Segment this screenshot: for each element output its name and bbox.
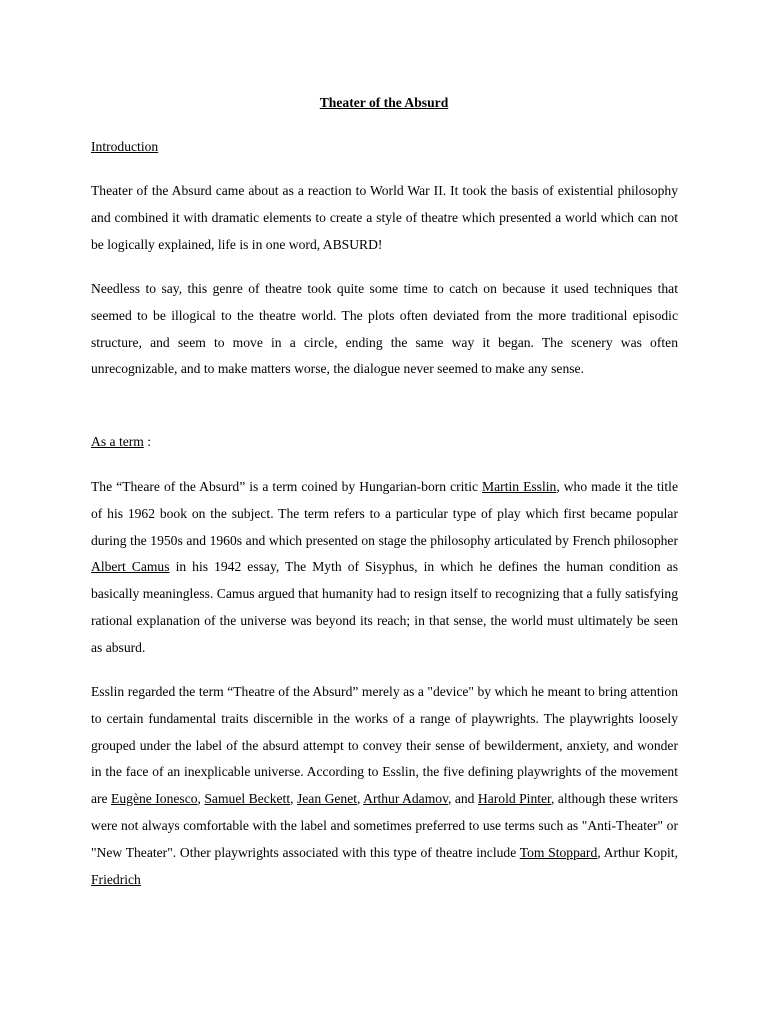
paragraph-text: The “Theare of the Absurd” is a term coined by Hungarian-born critic (91, 479, 483, 494)
as-a-term-heading-suffix: : (143, 434, 152, 449)
introduction-heading-text: Introduction (91, 139, 159, 154)
separator: , (290, 791, 297, 807)
link-harold-pinter[interactable]: Harold Pinter (477, 791, 552, 807)
link-samuel-beckett[interactable]: Samuel Beckett (204, 791, 291, 807)
link-eugene-ionesco[interactable]: Eugène Ionesco (111, 791, 198, 807)
link-friedrich[interactable]: Friedrich (91, 871, 141, 887)
section-heading-as-a-term (91, 432, 151, 452)
link-arthur-adamov[interactable]: Arthur Adamov (363, 791, 448, 807)
paragraph-text: , who made it the title of his 1962 book on the subject. The term refers to a particular type of play which first became popular during the 1950s and 1960s and which presented on stage the philosophy articulated by French philosopher (91, 479, 678, 548)
separator: , and (448, 791, 478, 807)
as-a-term-heading-text: As a term (91, 434, 144, 449)
link-tom-stoppard[interactable]: Tom Stoppard (519, 844, 598, 860)
link-jean-genet[interactable]: Jean Genet (296, 791, 358, 807)
separator: , (197, 791, 205, 807)
separator: , (357, 791, 364, 807)
document-title: Theater of the Absurd (319, 95, 449, 110)
paragraph-intro: Theater of the Absurd came about as a reaction to World War II. It took the basis of existential philosophy and combined it with dramatic elements to create a style of theatre which presented a world which can not be logically explained, life is in one word, ABSURD! (91, 183, 678, 252)
paragraph-text: , although these writers were not always comfortable with the label and sometimes preferred to use terms such as "Anti-Theater" or "New Theater". Other playwrights associated with this type of theatre include (91, 791, 679, 860)
link-albert-camus[interactable]: Albert Camus (91, 559, 170, 575)
section-heading-introduction (91, 137, 158, 157)
paragraph-esslin-device (91, 679, 678, 893)
paragraph-text: in his 1942 essay, The Myth of Sisyphus, in which he defines the human condition as basically meaningless. Camus argued that humanity had to resign itself to recognizing that a fully satisfying rational explanation of the universe was beyond its reach; in that sense, the world must ultimately be seen as absurd. (91, 559, 678, 655)
paragraph-genre: Needless to say, this genre of theatre took quite some time to catch on because it used techniques that seemed to be illogical to the theatre world. The plots often deviated from the more traditional episodic structure, and seem to move in a circle, ending the same way it began. The scenery was often unrecognizable, and to make matters worse, the dialogue never seemed to make any sense. (91, 281, 678, 377)
paragraph-text: Esslin regarded the term “Theatre of the Absurd” merely as a "device" by which he meant to bring attention to certain fundamental traits discernible in the works of a range of playwrights. The playwrights loosely grouped under the label of the absurd attempt to convey their sense of bewilderment, anxiety, and wonder in the face of an inexplicable universe. According to Esslin, the five defining playwrights of the movement are (91, 684, 678, 807)
link-martin-esslin[interactable]: Martin Esslin (482, 479, 557, 494)
paragraph-text: , Arthur Kopit, (597, 844, 678, 860)
paragraph-term-origin (91, 474, 678, 662)
